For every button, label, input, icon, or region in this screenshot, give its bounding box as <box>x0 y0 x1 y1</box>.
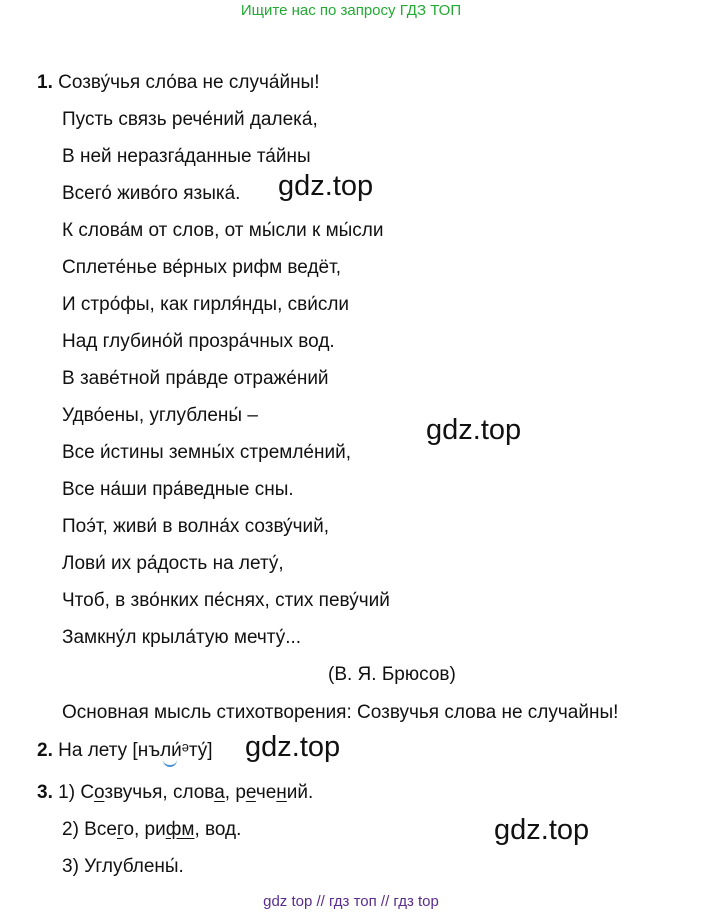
task3-number: 3. <box>37 782 53 803</box>
transcription: На лету [нъли́ᵊту́] <box>58 740 213 761</box>
poem-line: Пусть связь рече́ний далека́, <box>62 109 318 130</box>
task2-number: 2. <box>37 740 53 761</box>
task3-line-2 <box>62 818 241 842</box>
watermark: gdz.top <box>278 170 374 202</box>
breve-mark-icon <box>163 757 177 767</box>
task1-first-line <box>37 71 320 95</box>
underlined-letter: е <box>245 782 256 803</box>
poem-line: Чтоб, в зво́нких пе́снях, стих певу́чий <box>62 590 390 611</box>
answer-text: че <box>255 782 277 803</box>
poem-line: Удво́ены, углублены́ – <box>62 405 258 426</box>
underlined-letter: г <box>116 819 124 840</box>
watermark: gdz.top <box>426 414 522 446</box>
poem-title-line: Созву́чья сло́ва не случа́йны! <box>58 72 320 93</box>
answer-text: . <box>236 819 242 840</box>
underlined-letter: а <box>214 782 225 803</box>
poem-author: (В. Я. Брюсов) <box>328 664 456 685</box>
underlined-letter: н <box>276 782 287 803</box>
answer-text: 1) С <box>58 782 95 803</box>
task1-number: 1. <box>37 72 53 93</box>
footer-links: gdz top // гдз топ // гдз top <box>263 893 439 910</box>
task3-line-3: 3) Углублены́. <box>62 856 184 877</box>
poem-line: Всего́ живо́го языка́. <box>62 183 241 204</box>
answer-text: , р <box>224 782 246 803</box>
underlined-letter: д <box>225 819 237 840</box>
answer-text: 2) Все <box>62 819 117 840</box>
poem-line: И стро́фы, как гирля́нды, сви́сли <box>62 294 350 315</box>
poem-line: Все и́стины земны́х стремле́ний, <box>62 442 351 463</box>
poem-line: Над глубино́й прозра́чных вод. <box>62 331 335 352</box>
poem-line: Все на́ши пра́ведные сны. <box>62 479 294 500</box>
poem-line: В ней неразга́данные та́йны <box>62 146 311 167</box>
answer-text: звучья, слов <box>104 782 215 803</box>
answer-text: о, ри <box>123 819 166 840</box>
poem-line: Поэ́т, живи́ в волна́х созву́чий, <box>62 516 330 537</box>
poem-line: Сплете́нье ве́рных рифм ведёт, <box>62 257 341 278</box>
poem-line: В заве́тной пра́вде отраже́ний <box>62 368 329 389</box>
poem-line: Замкну́л крыла́тую мечту́... <box>62 627 302 648</box>
poem-line: К слова́м от слов, от мы́сли к мы́сли <box>62 220 384 241</box>
watermark: gdz.top <box>245 731 341 763</box>
main-idea: Основная мысль стихотворения: Созвучья слова не случайны! <box>62 702 619 723</box>
underlined-letter: фм <box>165 819 195 840</box>
poem-line: Лови́ их ра́дость на лету́, <box>62 553 284 574</box>
watermark: gdz.top <box>494 814 590 846</box>
task3-line-1 <box>37 781 313 805</box>
top-banner: Ищите нас по запросу ГДЗ ТОП <box>240 2 462 19</box>
underlined-letter: о <box>94 782 105 803</box>
answer-text: , во <box>194 819 226 840</box>
task2-line <box>37 739 213 763</box>
answer-text: ий. <box>286 782 314 803</box>
